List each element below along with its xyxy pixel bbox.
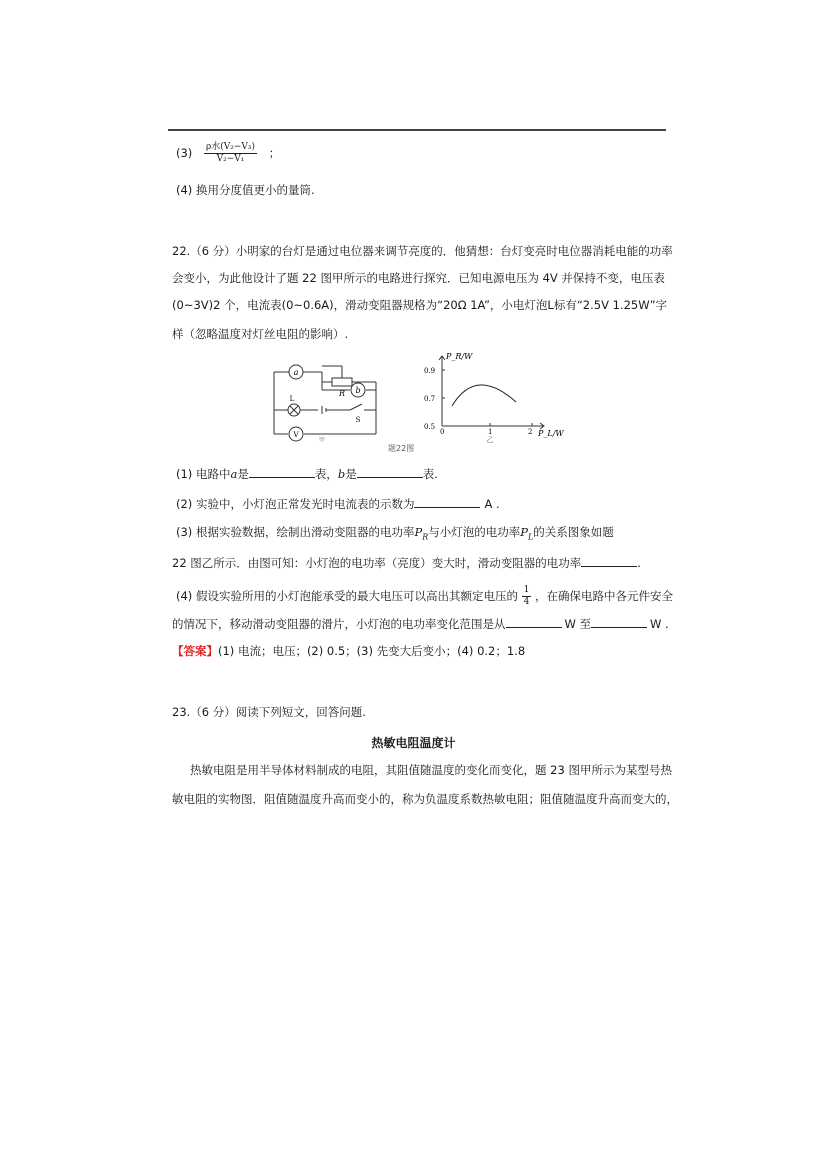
graph-caption: 乙	[486, 436, 494, 444]
text: A .	[484, 497, 500, 511]
circuit-caption: 甲	[318, 437, 326, 444]
q23-line-1: 23.（6 分）阅读下列短文，回答问题.	[172, 705, 366, 719]
text: W 至	[564, 617, 592, 631]
var-pr: P	[414, 525, 423, 539]
label-v: V	[293, 431, 299, 439]
item-label: (3)	[176, 146, 193, 160]
q22-sub-4-line-2	[172, 615, 669, 632]
x-tick: 0	[440, 428, 445, 436]
q23-para-2: 敏电阻的实物图．阻值随温度升高而变小的，称为负温度系数热敏电阻；阻值随温度升高而变大的，	[172, 792, 678, 806]
figure-caption: 题22图	[388, 444, 415, 453]
label-l: L	[289, 395, 295, 403]
circuit-diagram	[262, 358, 392, 444]
text: 22 图乙所示．由图可知：小灯泡的电功率（亮度）变大时，滑动变阻器的电功率	[172, 556, 582, 570]
header-rule	[168, 129, 666, 131]
q22-sub-3-line-1	[176, 524, 614, 545]
text: 与小灯泡的电功率	[428, 525, 521, 539]
fraction-numerator: ρ水(V₂−V₃)	[205, 142, 256, 152]
y-tick: 0.5	[424, 423, 436, 431]
answer-blank-4b[interactable]	[591, 615, 647, 628]
text: 是	[237, 467, 249, 481]
var-a: a	[230, 467, 238, 481]
q22-sub-1	[176, 465, 438, 482]
text: 表.	[422, 467, 438, 481]
item-tail: ；	[268, 146, 281, 160]
answer-blank-2[interactable]	[414, 495, 480, 508]
q23-title: 热敏电阻温度计	[371, 736, 456, 750]
text: W .	[650, 617, 669, 631]
x-axis-label: P_L/W	[538, 429, 564, 438]
answer-blank-3[interactable]	[581, 554, 637, 567]
q23-para-1: 热敏电阻是用半导体材料制成的电阻，其阻值随温度的变化而变化，题 23 图甲所示为某型号热	[190, 763, 672, 777]
fraction-numerator: 1	[523, 585, 530, 595]
fraction-denominator: 4	[523, 597, 530, 607]
label-s: S	[355, 416, 361, 424]
q22-line-4: 样（忽略温度对灯丝电阻的影响）.	[172, 327, 349, 341]
quarter-fraction	[522, 585, 532, 608]
text: (2) 实验中，小灯泡正常发光时电流表的示数为	[176, 497, 415, 511]
var-sub: R	[422, 532, 429, 542]
q22-sub-2	[176, 495, 500, 512]
q22-sub-3-line-2	[172, 554, 641, 571]
y-axis-label: P_R/W	[446, 352, 473, 361]
answer-blank-1a[interactable]	[249, 465, 315, 478]
fraction-denominator: V₂−V₁	[216, 154, 245, 164]
text: 表，	[314, 467, 338, 481]
answer-blank-4a[interactable]	[506, 615, 562, 628]
q22-line-2: 会变小，为此他设计了题 22 图甲所示的电路进行探究．已知电源电压为 4V 并保持不变，电压表	[172, 271, 665, 285]
label-r: R	[338, 389, 346, 398]
x-tick: 2	[528, 428, 533, 436]
q22-sub-4-line-1	[176, 585, 673, 608]
text: 的关系图象如题	[533, 525, 614, 539]
var-pl: P	[520, 525, 528, 539]
power-graph	[420, 350, 570, 446]
y-tick: 0.9	[424, 367, 436, 375]
var-sub: L	[527, 532, 534, 542]
var-b: b	[337, 467, 346, 481]
text: 是	[345, 467, 357, 481]
answer-blank-1b[interactable]	[357, 465, 423, 478]
label-a: a	[293, 368, 299, 377]
q22-answer	[172, 643, 525, 659]
y-tick: 0.7	[424, 395, 436, 403]
answer-text: (1) 电流；电压；(2) 0.5；(3) 先变大后变小；(4) 0.2；1.8	[218, 644, 526, 658]
text: (1) 电路中	[176, 467, 231, 481]
text: (4) 假设实验所用的小灯泡能承受的最大电压可以高出其额定电压的	[176, 589, 518, 603]
text: 的情况下，移动滑动变阻器的滑片，小灯泡的电功率变化范围是从	[172, 617, 506, 631]
x-tick: 1	[488, 428, 493, 436]
power-curve	[452, 385, 516, 406]
q22-line-3: (0~3V)2 个，电流表(0~0.6A)，滑动变阻器规格为“20Ω 1A”，小电灯泡L标有“2.5V 1.25W”字	[172, 298, 668, 312]
text: ，在确保电路中各元件安全	[535, 589, 673, 603]
text: .	[637, 556, 641, 570]
text: (3) 根据实验数据，绘制出滑动变阻器的电功率	[176, 525, 415, 539]
prev-item-3	[176, 142, 280, 165]
q22-line-1: 22.（6 分）小明家的台灯是通过电位器来调节亮度的．他猜想：台灯变亮时电位器消耗电能的功率	[172, 244, 673, 258]
answer-tag: 【答案】	[172, 644, 218, 658]
density-fraction	[204, 142, 257, 165]
prev-item-4: (4) 换用分度值更小的量筒.	[176, 183, 315, 197]
label-b: b	[355, 386, 361, 395]
